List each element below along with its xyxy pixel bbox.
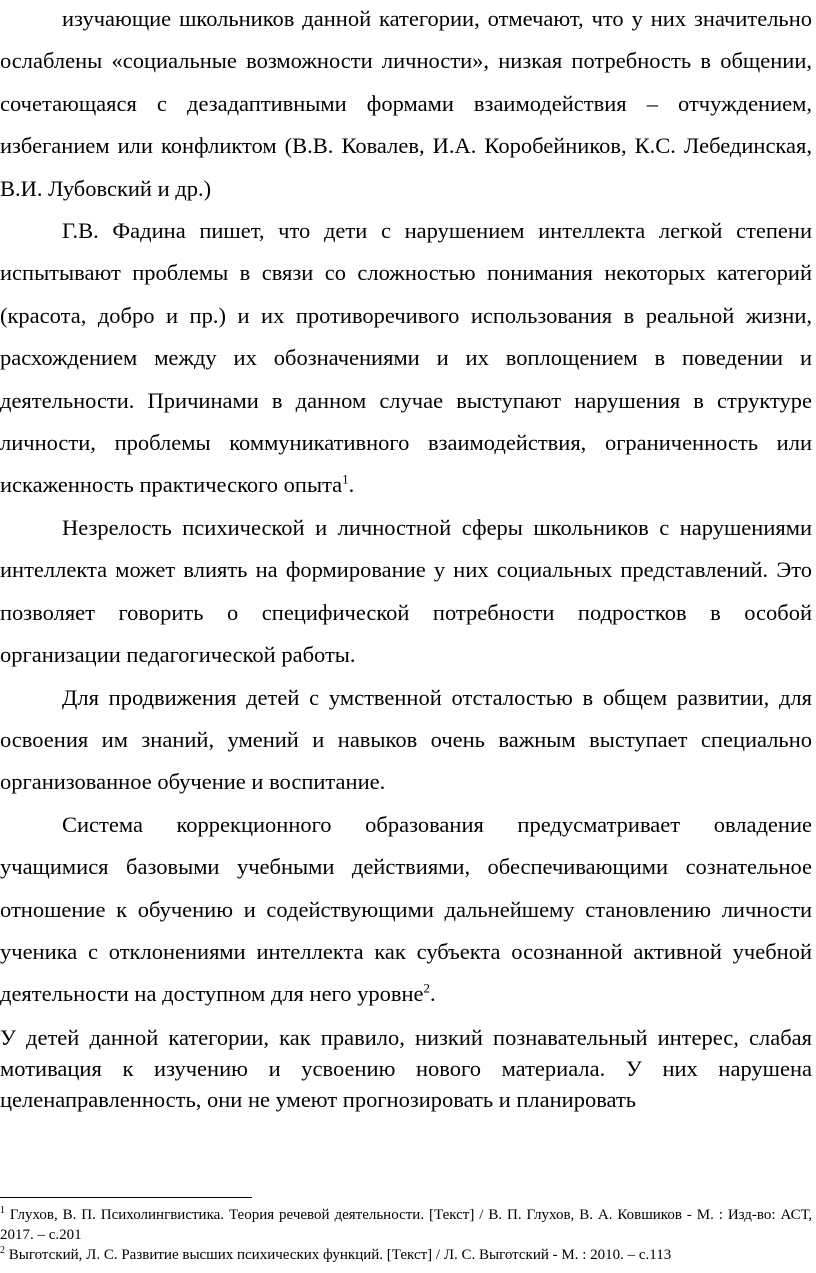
paragraph-2-tail: . (348, 472, 355, 498)
paragraph-3-text: Незрелость психической и личностной сферы школьников с нарушениями интеллекта может влиять на формирование у них социальных представлений. Это позволяет говорить о специфической потребности подростков в особой организации педагогической работы. (0, 514, 812, 668)
footnote-ref-1[interactable]: 1 (342, 471, 349, 487)
paragraph-6 (0, 1022, 812, 1115)
footnote-2 (0, 1245, 812, 1265)
paragraph-2 (0, 210, 812, 507)
paragraph-5 (0, 804, 812, 1016)
footnote-ref-2[interactable]: 2 (423, 980, 431, 996)
paragraph-1 (0, 0, 812, 210)
paragraph-4-text: Для продвижения детей с умственной отсталостью в общем развитии, для освоения им знаний, умений и навыков очень важным выступает специально организованное обучение и воспитание. (0, 684, 812, 795)
paragraph-6-text: У детей данной категории, как правило, низкий познавательный интерес, слабая мотивация к изучению и усвоению нового материала. У них нарушена целенаправленность, они не умеют прогнозировать и планировать (0, 1024, 812, 1112)
footnotes (0, 1205, 812, 1265)
footnote-2-text: Выготский, Л. С. Развитие высших психических функций. [Текст] / Л. С. Выготский - М. : 2010. – с.113 (5, 1247, 672, 1263)
footnote-1-text: Глухов, В. П. Психолингвистика. Теория речевой деятельности. [Текст] / В. П. Глухов, В. А. Ковшиков - М. : Изд-во: АСТ, 2017. – с.201 (0, 1207, 812, 1243)
footnote-1 (0, 1205, 812, 1245)
paragraph-5-tail: . (430, 981, 436, 1007)
footnote-1-number: 1 (0, 1205, 5, 1216)
paragraph-3 (0, 507, 812, 677)
paragraph-5-text: Система коррекционного образования предусматривает овладение учащимися базовыми учебными действиями, обеспечивающими сознательное отношение к обучению и содействующими дальнейшему становлению личности ученика с отклонениями интеллекта как субъекта осознанной активной учебной деятельности на доступном для него уровне (0, 811, 812, 1007)
paragraph-4 (0, 677, 812, 804)
footnote-separator (0, 1197, 252, 1198)
paragraph-1-text: изучающие школьников данной категории, отмечают, что у них значительно ослаблены «социальные возможности личности», низкая потребность в общении, сочетающаяся с дезадаптивными формами взаимодействия – отчуждением, избеганием или конфликтом (В.В. Ковалев, И.А. Коробейников, К.С. Лебединская, В.И. Лубовский и др.) (0, 6, 812, 201)
paragraph-2-text: Г.В. Фадина пишет, что дети с нарушением интеллекта легкой степени испытывают проблемы в связи со сложностью понимания некоторых категорий (красота, добро и пр.) и их противоречивого использования в реальной жизни, расхождением между их обозначениями и их воплощением в поведении и деятельности. Причинами в данном случае выступают нарушения в структуре личности, проблемы коммуникативного взаимодействия, ограниченность или искаженность практического опыта (0, 218, 812, 498)
footnote-2-number: 2 (0, 1245, 5, 1256)
